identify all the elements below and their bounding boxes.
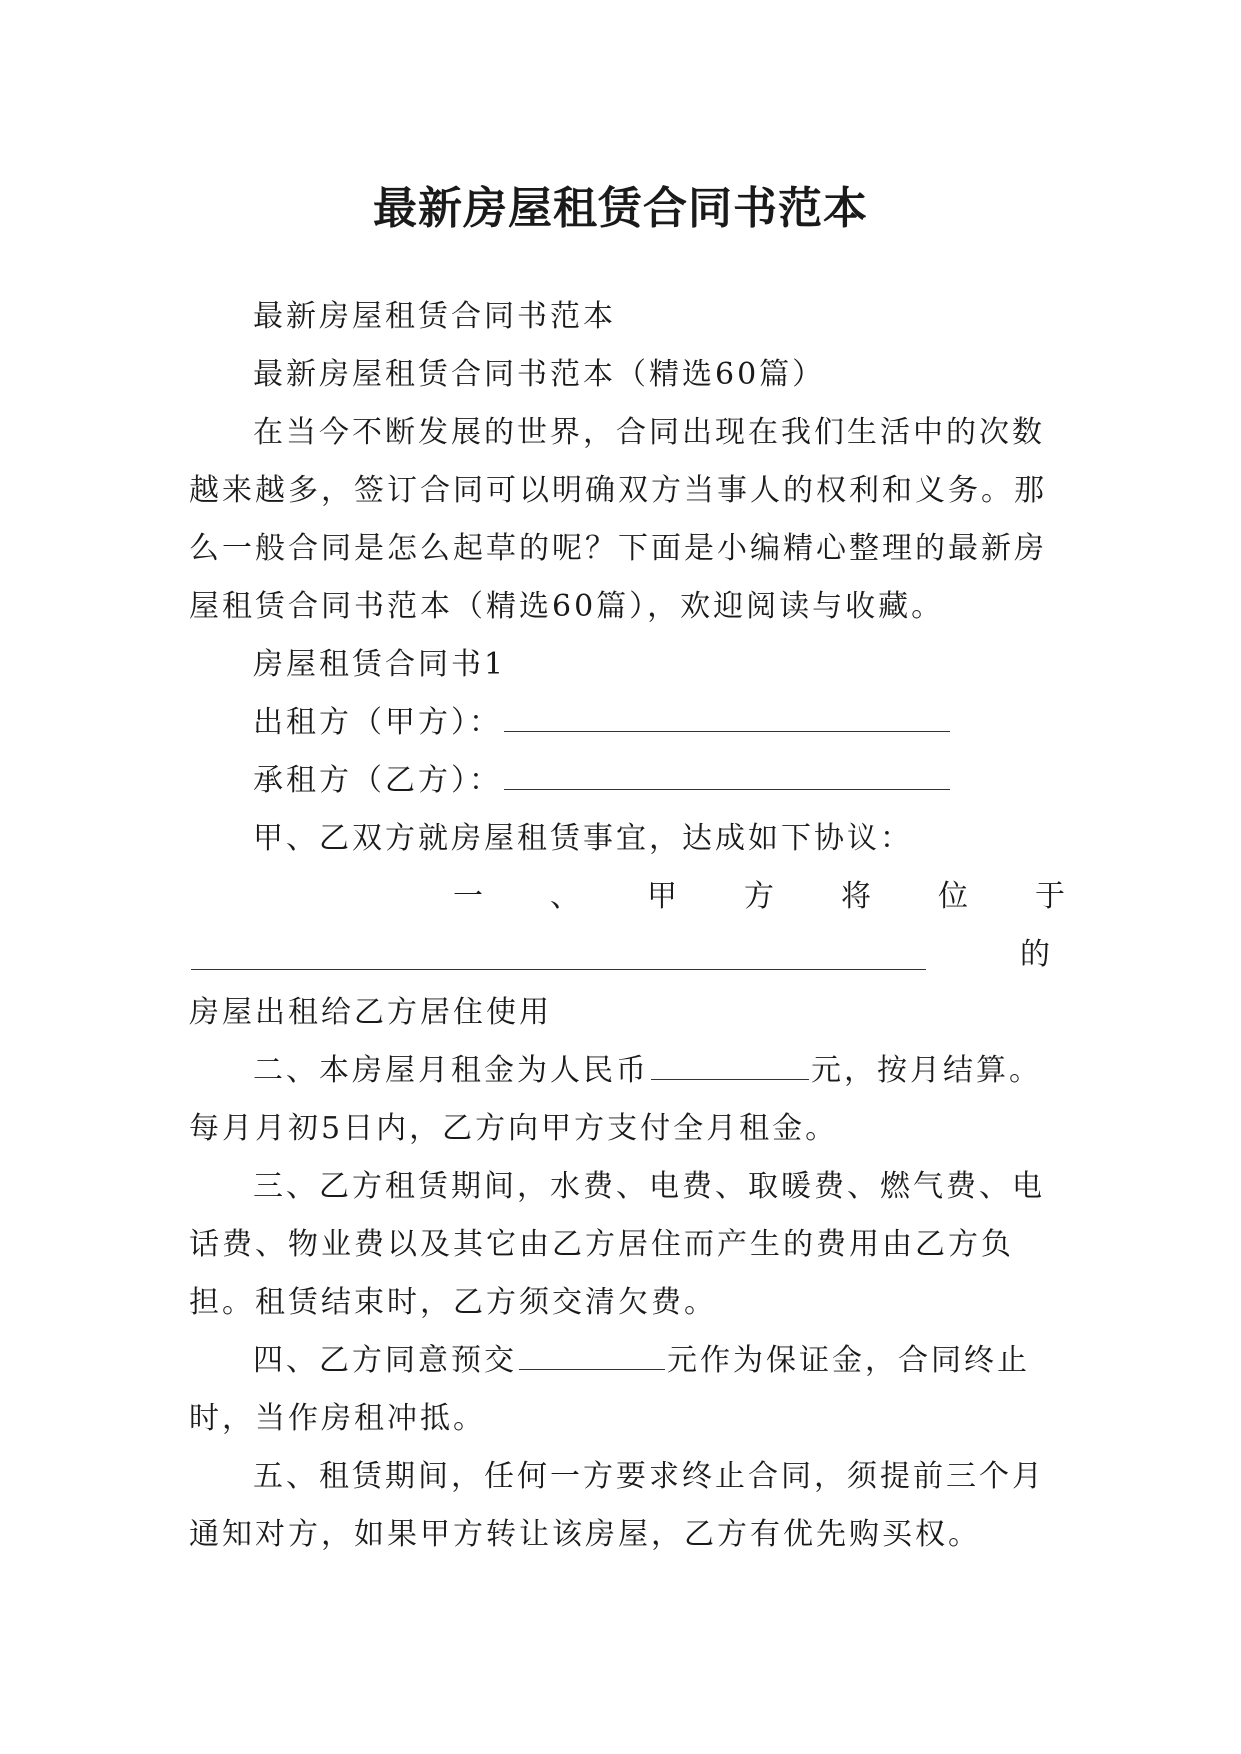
clause5-paragraph: 五、租赁期间，任何一方要求终止合同，须提前三个月通知对方，如果甲方转让该房屋，乙方有优先购买权。 [189,1459,1045,1552]
subtitle-line: 最新房屋租赁合同书范本 [253,299,616,334]
rent-blank [651,1078,809,1080]
clause2-text-a: 二、本房屋月租金为人民币 [253,1053,649,1088]
lessee-label: 承租方（乙方）： [253,763,502,798]
document-body [189,288,1068,1564]
clause1-char: 一 [453,879,486,914]
document-title: 最新房屋租赁合同书范本 [373,183,868,235]
subtitle-line-selected: 最新房屋租赁合同书范本（精选60篇） [253,357,826,392]
clause1-end: 的 [1020,937,1053,972]
section-heading: 房屋租赁合同书1 [253,647,507,682]
lessor-line [189,694,1053,752]
clause4-text-b: 元作为保证金，合同终止时，当作房租冲抵。 [189,1343,1030,1436]
agreement-line: 甲、乙双方就房屋租赁事宜，达成如下协议： [253,821,913,856]
clause1-tail: 房屋出租给乙方居住使用 [189,995,552,1030]
lessee-blank [504,788,950,790]
clause1-line [189,868,1068,926]
clause3-paragraph: 三、乙方租赁期间，水费、电费、取暖费、燃气费、电话费、物业费以及其它由乙方居住而产生的费用由乙方负担。租赁结束时，乙方须交清欠费。 [189,1169,1045,1320]
clause1-char: 方 [744,879,777,914]
lessor-label: 出租方（甲方）： [253,705,502,740]
clause1-char: 位 [938,879,971,914]
deposit-blank [519,1368,665,1370]
clause1-blank-line [189,926,1053,984]
lessor-blank [504,730,950,732]
clause1-char: 将 [841,879,874,914]
clause1-char: 、 [550,879,583,914]
clause1-char: 甲 [647,879,680,914]
intro-paragraph: 在当今不断发展的世界，合同出现在我们生活中的次数越来越多，签订合同可以明确双方当事人的权利和义务。那么一般合同是怎么起草的呢？下面是小编精心整理的最新房屋租赁合同书范本（精选60篇），欢迎阅读与收藏。 [189,415,1047,624]
clause1-char: 于 [1035,879,1068,914]
clause4-paragraph [189,1332,1053,1448]
address-blank [191,968,926,970]
clause4-text-a: 四、乙方同意预交 [253,1343,517,1378]
lessee-line [189,752,1053,810]
clause2-paragraph [189,1042,1053,1158]
clause2-text-b: 元，按月结算。每月月初5日内，乙方向甲方支付全月租金。 [189,1053,1042,1146]
